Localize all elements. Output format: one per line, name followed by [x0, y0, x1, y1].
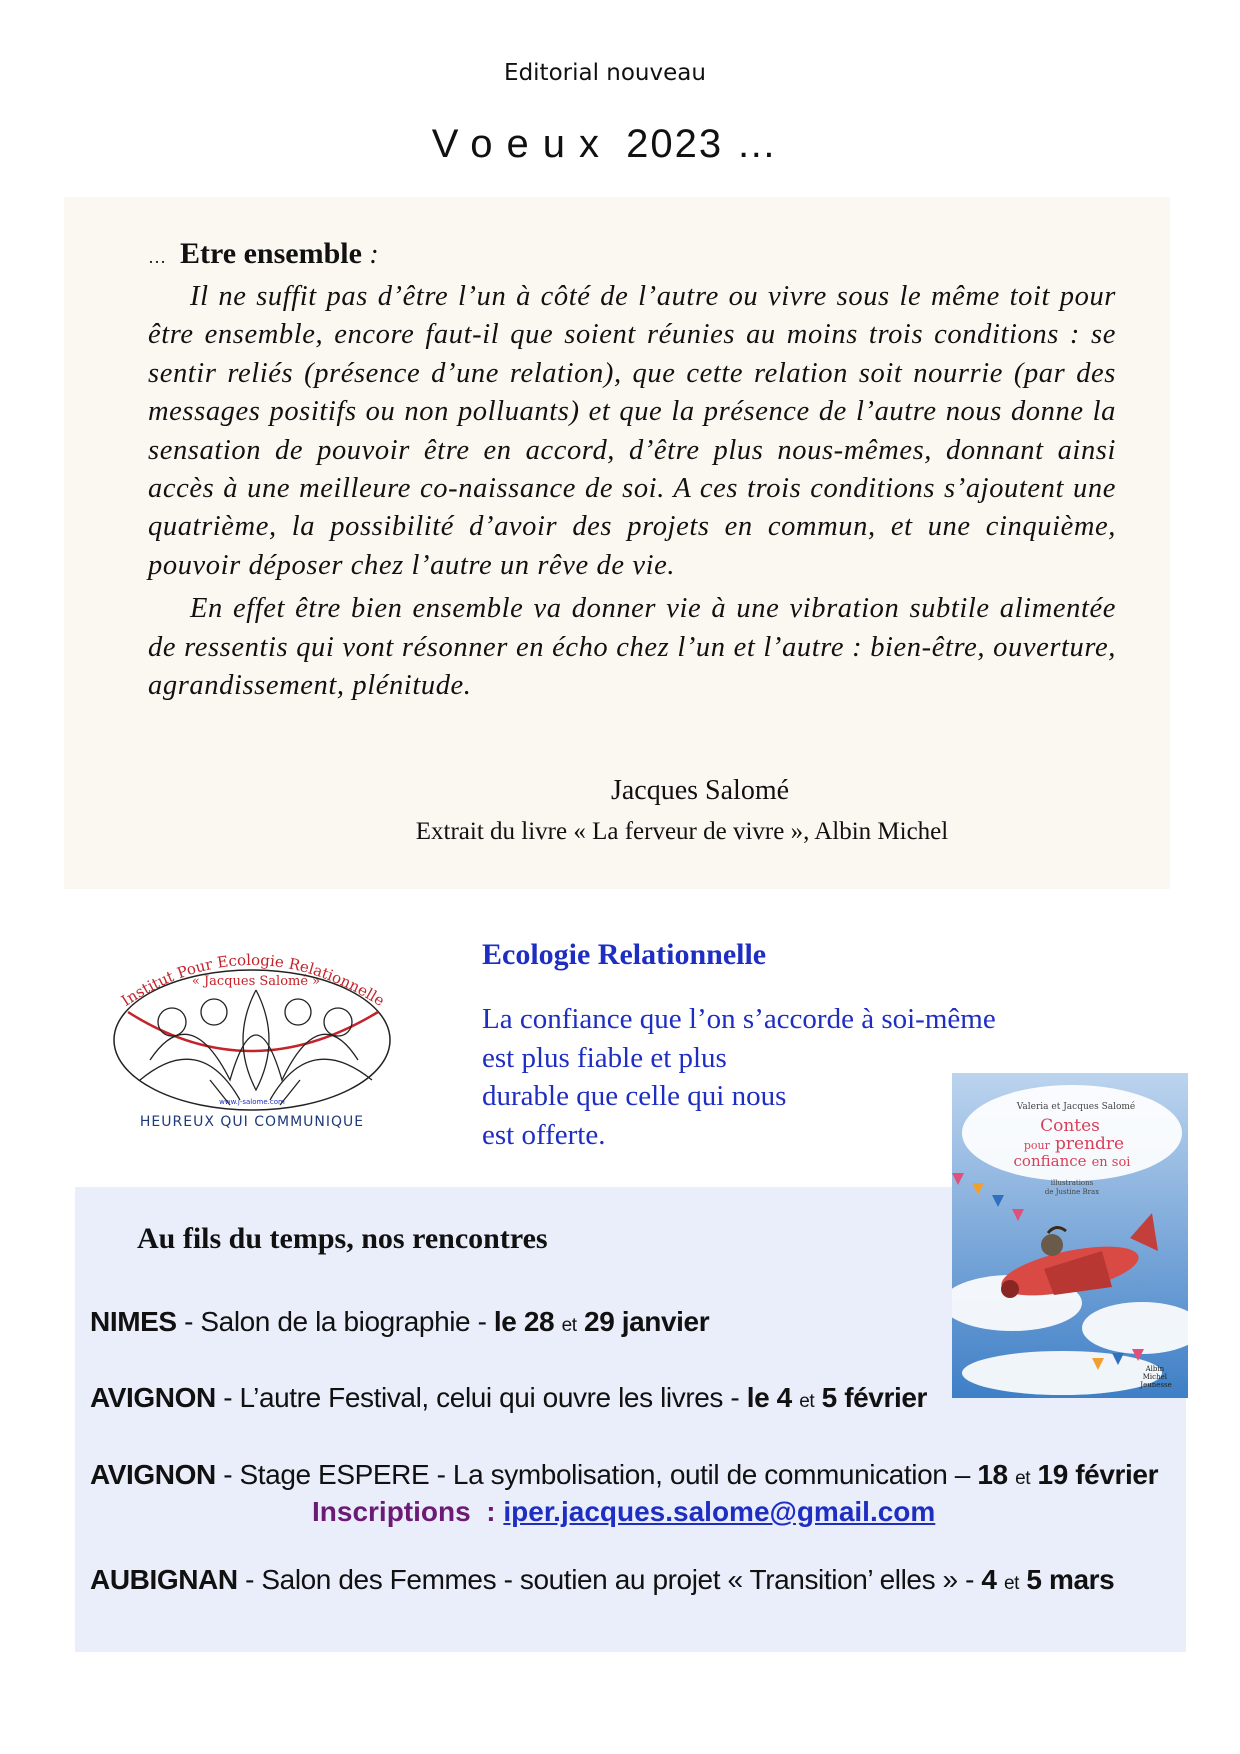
book-authors: Valeria et Jacques Salomé: [1016, 1102, 1136, 1112]
event-date-et: et: [1003, 1573, 1020, 1594]
inscription-email-link[interactable]: iper.jacques.salome@gmail.com: [503, 1496, 936, 1527]
event-city: NIMES: [90, 1306, 177, 1337]
logo-tagline: HEUREUX QUI COMMUNIQUE: [139, 1114, 365, 1130]
logo-sub-text: « Jacques Salomé »: [191, 974, 321, 989]
event-date-et: et: [799, 1391, 815, 1412]
quote-body: [148, 278, 1116, 710]
editorial-label: Editorial nouveau: [504, 60, 706, 86]
book-illustrator: de Justine Brax: [1044, 1188, 1100, 1196]
event-desc: - Salon de la biographie -: [176, 1306, 494, 1337]
page-title: [0, 122, 1210, 167]
event-city: AVIGNON: [90, 1459, 216, 1490]
event-row: [90, 1459, 1158, 1491]
event-date-start: le 28: [493, 1306, 555, 1337]
quote-heading: [148, 237, 379, 271]
event-date-et: et: [561, 1315, 577, 1336]
quote-source: Extrait du livre « La ferveur de vivre », Albin Michel: [415, 818, 949, 845]
event-desc: - Salon des Femmes - soutien au projet « Transition’ elles » -: [237, 1564, 982, 1595]
event-desc: - Stage ESPERE - La symbolisation, outil de communication –: [215, 1459, 978, 1490]
event-city: AVIGNON: [90, 1382, 216, 1413]
quote-paragraph: En effet être bien ensemble va donner vie à une vibration subtile alimentée de ressentis qui vont résonner en écho chez l’un et l’autre : bien-être, ouverture, agrandissement, plénitude.: [148, 593, 1116, 702]
event-date-end: 5 février: [821, 1382, 928, 1413]
logo-red-arc: [128, 1012, 378, 1051]
event-city: AUBIGNAN: [90, 1564, 238, 1595]
event-date-start: 4: [981, 1564, 997, 1595]
quote-heading-colon: :: [369, 239, 379, 270]
book-title-line3: confiance en soi: [1013, 1152, 1131, 1170]
event-row: [90, 1382, 927, 1414]
eco-line: La confiance que l’on s’accorde à soi-même: [482, 1003, 996, 1035]
eco-line: est offerte.: [482, 1118, 606, 1151]
event-date-start: 18: [977, 1459, 1008, 1490]
book-publisher: Albin Michel Jeunesse: [1140, 1365, 1172, 1389]
event-row: [90, 1306, 709, 1338]
event-row: [90, 1564, 1114, 1596]
event-date-start: le 4: [746, 1382, 792, 1413]
eco-title: Ecologie Relationnelle: [482, 938, 767, 971]
inscription-line: [312, 1496, 935, 1528]
title-year: 2023 …: [626, 122, 779, 166]
inscription-label: Inscriptions: [312, 1496, 471, 1527]
institute-logo: [110, 930, 400, 1140]
inscription-colon: :: [486, 1496, 496, 1527]
logo-figures: [140, 990, 372, 1105]
event-date-end: 19 février: [1037, 1459, 1159, 1490]
event-desc: - L’autre Festival, celui qui ouvre les livres -: [215, 1382, 747, 1413]
quote-author: Jacques Salomé: [610, 775, 790, 806]
event-date-et: et: [1015, 1468, 1031, 1489]
book-cover: [952, 1073, 1188, 1398]
event-date-end: 29 janvier: [584, 1306, 710, 1337]
quote-paragraph: Il ne suffit pas d’être l’un à côté de l’autre ou vivre sous le même toit pour être ensemble, encore faut-il que soient réunies au moins trois conditions : se sentir reliés (présence d’une relation), que cette relation soit nourrie (par des messages positifs ou non polluants) et que la présence de l’autre nous donne la sensation de pouvoir être en accord, d’être plus nous-mêmes, donnant ainsi accès à une meilleure co-naissance de soi. A ces trois conditions s’ajoutent une quatrième, la possibilité d’avoir des projets en commun, et une cinquième, pouvoir déposer chez l’autre un rêve de vie.: [148, 281, 1116, 581]
events-title: Au fils du temps, nos rencontres: [137, 1222, 548, 1255]
book-title-line2: pour prendre: [1023, 1134, 1125, 1154]
quote-lead-dots: …: [148, 247, 166, 267]
eco-line: durable que celle qui nous: [482, 1080, 787, 1112]
logo-arc-text: Institut Pour Ecologie Relationnelle: [117, 950, 388, 1010]
event-date-end: 5 mars: [1026, 1564, 1115, 1595]
title-word: Voeux: [431, 122, 613, 166]
eco-line: est plus fiable et plus: [482, 1041, 727, 1074]
book-title-contes: Contes: [1040, 1116, 1100, 1136]
logo-url: www.j-salome.com: [219, 1098, 285, 1106]
book-illustrations: illustrations: [1050, 1179, 1094, 1187]
quote-heading-text: Etre ensemble: [180, 237, 362, 270]
